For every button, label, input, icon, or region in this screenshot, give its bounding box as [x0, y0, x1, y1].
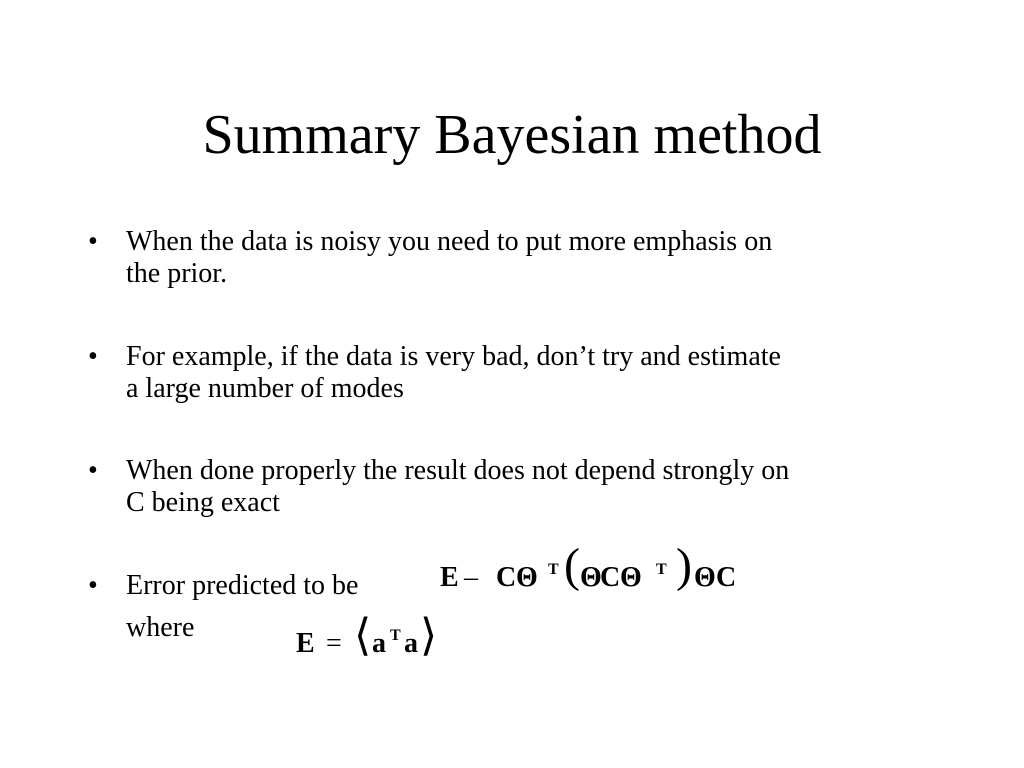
eq-symbol-C: C: [496, 562, 517, 593]
bullet-text: [126, 341, 946, 405]
bullet-line: For example, if the data is very bad, don’t try and estimate: [126, 341, 781, 372]
bullet-dot: •: [88, 455, 98, 486]
bullet-line: the prior.: [126, 258, 228, 289]
bullet-line: When the data is noisy you need to put more emphasis on: [126, 226, 773, 257]
eq-minus: –: [464, 562, 478, 593]
eq-symbol-theta: Θ: [694, 562, 716, 593]
bullet-text: [126, 455, 946, 519]
eq-symbol-E: E: [296, 628, 315, 659]
eq-equals: =: [326, 628, 342, 659]
where-label: where: [126, 612, 195, 643]
eq-symbol-C: C: [716, 562, 737, 593]
error-definition-equation: [296, 611, 456, 676]
bullet-line: a large number of modes: [126, 373, 404, 404]
bullet-text: [126, 226, 946, 290]
bullet-dot: •: [88, 570, 98, 601]
eq-left-paren: (: [564, 539, 580, 592]
eq-left-angle: ⟨: [354, 611, 372, 660]
eq-symbol-theta: Θ: [620, 562, 642, 593]
eq-symbol-C: C: [600, 562, 621, 593]
bullet-line: Error predicted to be: [126, 570, 359, 601]
eq-right-angle: ⟩: [420, 611, 438, 660]
bullet-dot: •: [88, 341, 98, 372]
eq-symbol-theta: Θ: [516, 562, 538, 593]
error-equation: [440, 539, 760, 610]
slide-title: Summary Bayesian method: [202, 104, 822, 166]
bullet-dot: •: [88, 226, 98, 257]
eq-symbol-a: a: [404, 628, 418, 659]
eq-right-paren: ): [676, 539, 692, 592]
eq-symbol-a: a: [372, 628, 386, 659]
eq-symbol-E: E: [440, 562, 459, 593]
eq-transpose: T: [548, 561, 559, 578]
eq-transpose: T: [390, 627, 401, 644]
eq-transpose: T: [656, 561, 667, 578]
eq-symbol-theta: Θ: [580, 562, 602, 593]
bullet-line: C being exact: [126, 487, 280, 518]
bullet-line: When done properly the result does not depend strongly on: [126, 455, 790, 486]
